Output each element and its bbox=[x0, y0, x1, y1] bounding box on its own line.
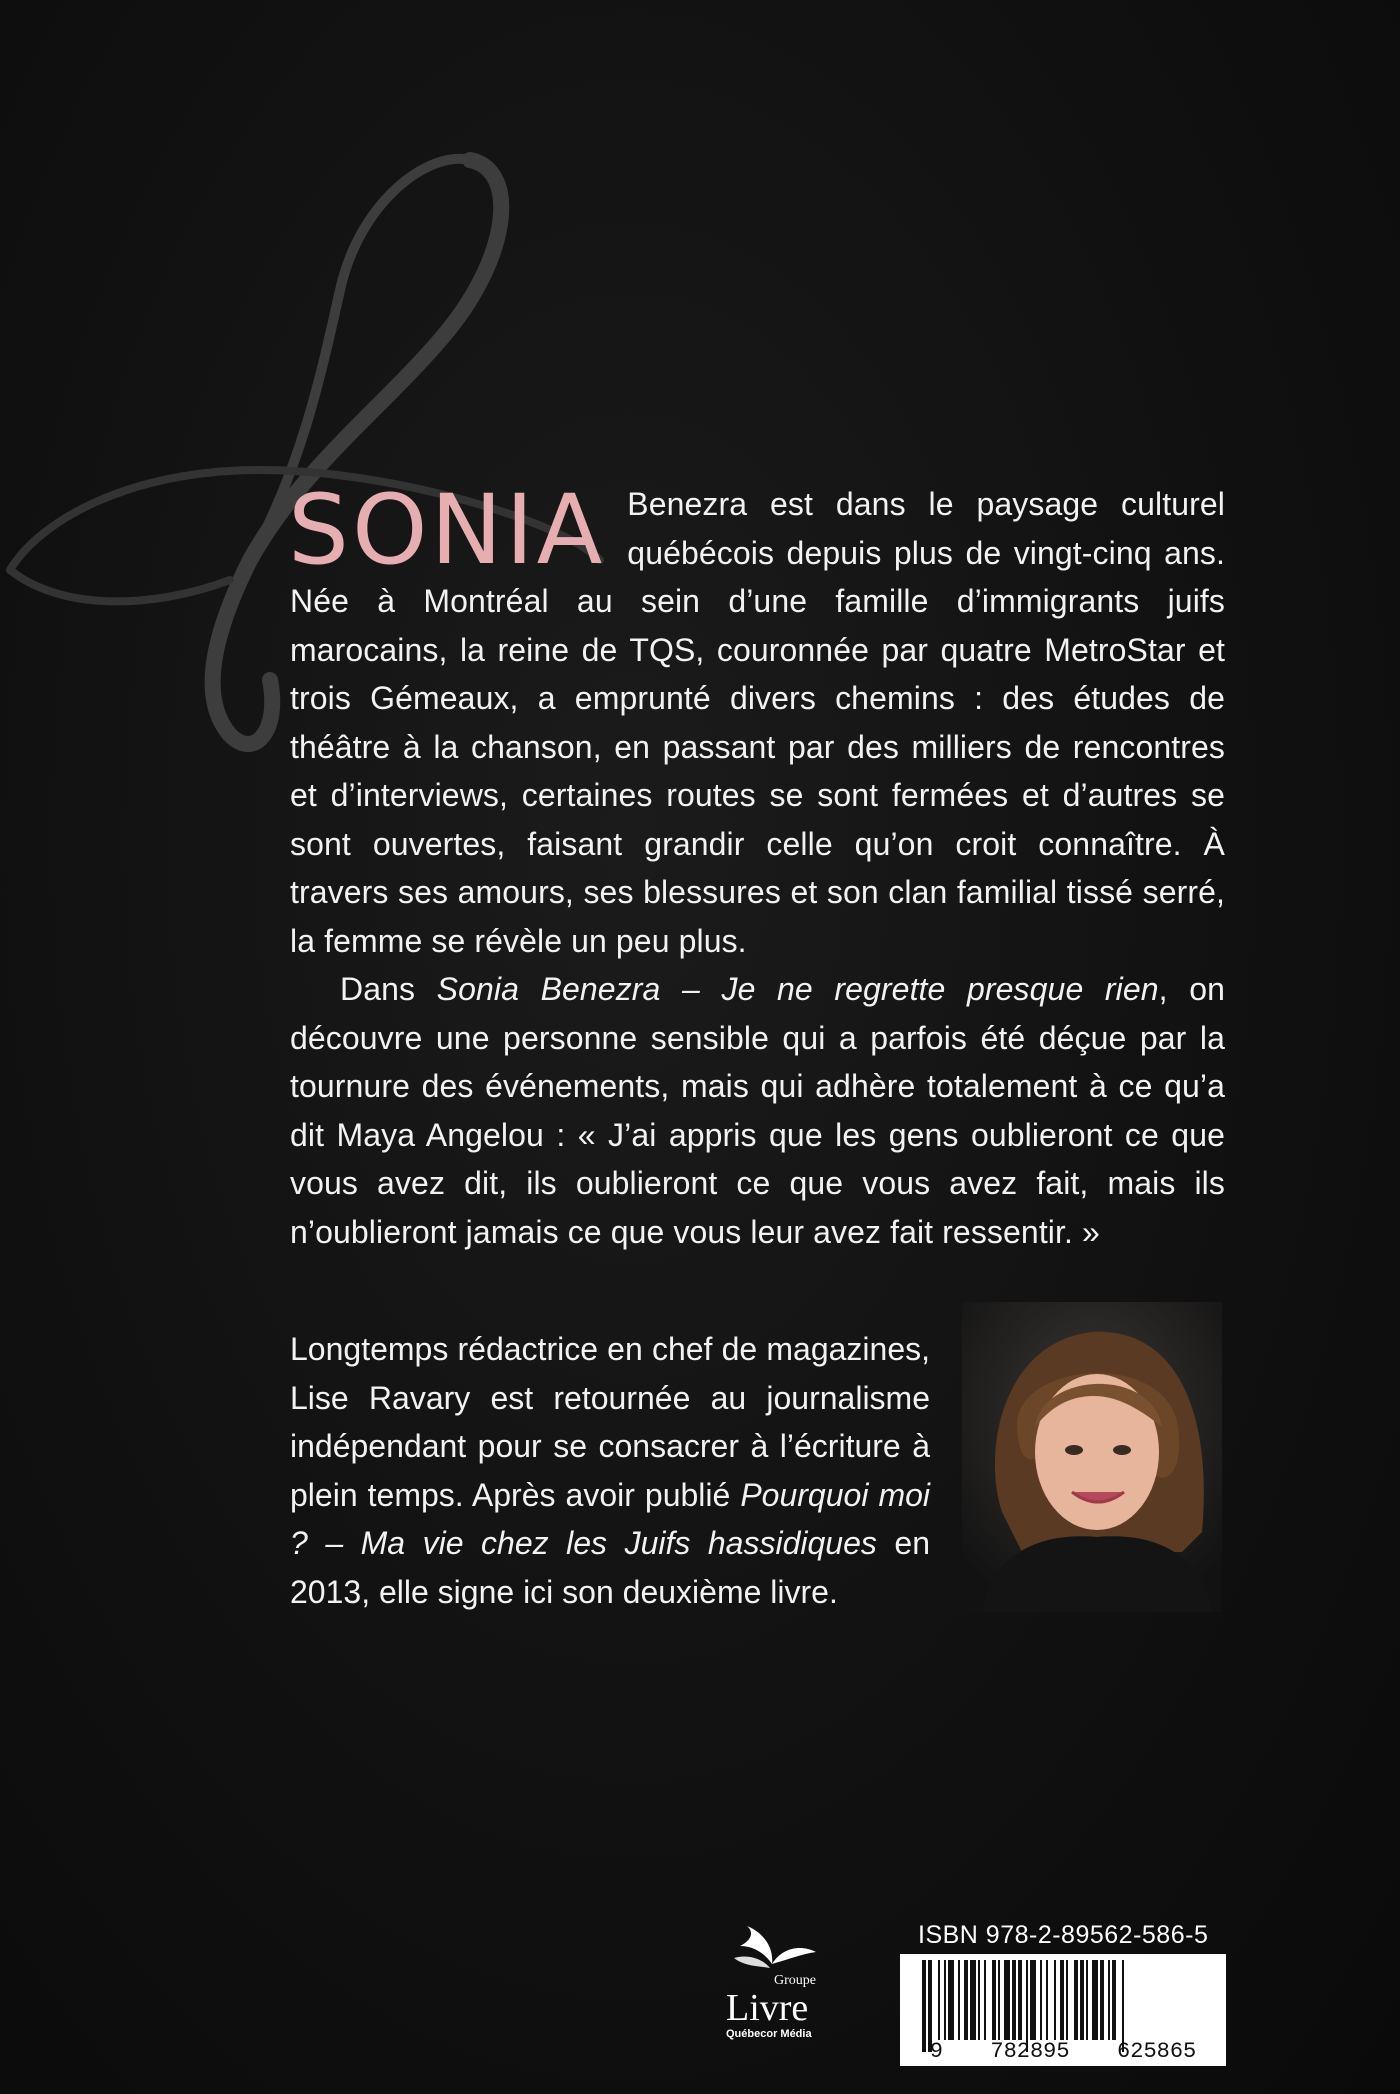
barcode-bar bbox=[938, 1960, 940, 2040]
barcode-digit-group-1: 9 bbox=[929, 2039, 943, 2064]
isbn-barcode bbox=[900, 1954, 1226, 2066]
barcode-bar bbox=[1080, 1960, 1084, 2040]
author-bio bbox=[290, 1325, 930, 1616]
bio-book-title: Pourquoi moi ? – Ma vie chez les Juifs hassidiques bbox=[290, 1476, 931, 1561]
barcode-bar bbox=[1046, 1960, 1048, 2040]
barcode-bar bbox=[1060, 1960, 1064, 2040]
barcode-bar bbox=[998, 1960, 1000, 2040]
barcode-bar bbox=[1054, 1960, 1056, 2040]
blurb-p2-rest: , on découvre une personne sensible qui a parfois été déçue par la tournure des événements, mais qui adhère totalement à ce qu’a dit Maya Angelou : « J’ai appris que les gens oublieront ce que vous avez dit, ils oublieront ce que vous avez fait, mais ils n’oublieront jamais ce que vous leur avez fait ressentir. » bbox=[290, 971, 1225, 1250]
barcode-bar bbox=[1108, 1960, 1110, 2040]
barcode-bar bbox=[992, 1960, 996, 2040]
barcode-bar bbox=[1112, 1960, 1116, 2040]
blurb-p1-text: Benezra est dans le paysage culturel québécois depuis plus de vingt-cinq ans. Née à Montréal au sein d’une famille d’immigrants juifs marocains, la reine de TQS, couronnée par quatre MetroStar et trois Gémeaux, a emprunté divers chemins : des études de théâtre à la chanson, en passant par des milliers de rencontres et d’interviews, certaines routes se sont fermées et d’autres se sont ouvertes, faisant grandir celle qu’on croit connaître. À travers ses amours, ses blessures et son clan familial tissé serré, la femme se révèle un peu plus. bbox=[290, 486, 1225, 959]
isbn-label: ISBN 978-2-89562-586-5 bbox=[918, 1921, 1209, 1949]
barcode-digit-group-2: 782895 bbox=[990, 2039, 1070, 2064]
barcode-bar bbox=[978, 1960, 980, 2040]
blurb-paragraph-2 bbox=[290, 965, 1225, 1256]
barcode-bar bbox=[1004, 1960, 1010, 2040]
barcode-bar bbox=[1018, 1960, 1022, 2040]
barcode-bar bbox=[1040, 1960, 1042, 2040]
dropcap-name: SONIA bbox=[288, 474, 606, 586]
barcode-bar bbox=[1012, 1960, 1016, 2040]
author-bio-text bbox=[290, 1325, 930, 1616]
barcode-bar bbox=[944, 1960, 946, 2040]
barcode-bar bbox=[958, 1960, 960, 2040]
blurb-p2-start: Dans bbox=[340, 971, 437, 1007]
barcode-bar bbox=[1100, 1960, 1104, 2040]
publisher-logo-line1: Groupe bbox=[774, 1973, 816, 1988]
publisher-logo-line3: Québecor Média bbox=[726, 2028, 812, 2040]
author-photo bbox=[962, 1302, 1222, 1612]
publisher-logo bbox=[712, 1918, 842, 2043]
barcode-bar bbox=[1066, 1960, 1068, 2040]
bio-part-2: en 2013, elle signe ici son deuxième livre. bbox=[290, 1525, 931, 1610]
barcode-digit-group-3: 625865 bbox=[1117, 2039, 1197, 2064]
publisher-logo-line2: Livre bbox=[726, 1987, 809, 2029]
barcode-bar bbox=[970, 1960, 976, 2040]
barcode-digits bbox=[900, 2039, 1226, 2064]
barcode-bar bbox=[1030, 1960, 1036, 2040]
barcode-bar bbox=[984, 1960, 986, 2040]
bio-part-1: Longtemps rédactrice en chef de magazines, Lise Ravary est retournée au journalisme indépendant pour se consacrer à l’écriture à plein temps. Après avoir publié bbox=[290, 1331, 930, 1513]
barcode-bar bbox=[1092, 1960, 1098, 2040]
barcode-bar bbox=[948, 1960, 954, 2040]
barcode-bar bbox=[1074, 1960, 1078, 2040]
cover-blurb bbox=[288, 474, 1225, 1256]
barcode-bar bbox=[964, 1960, 968, 2040]
blurb-book-title: Sonia Benezra – Je ne regrette presque rien bbox=[436, 971, 1159, 1007]
barcode-bar bbox=[1086, 1960, 1088, 2040]
